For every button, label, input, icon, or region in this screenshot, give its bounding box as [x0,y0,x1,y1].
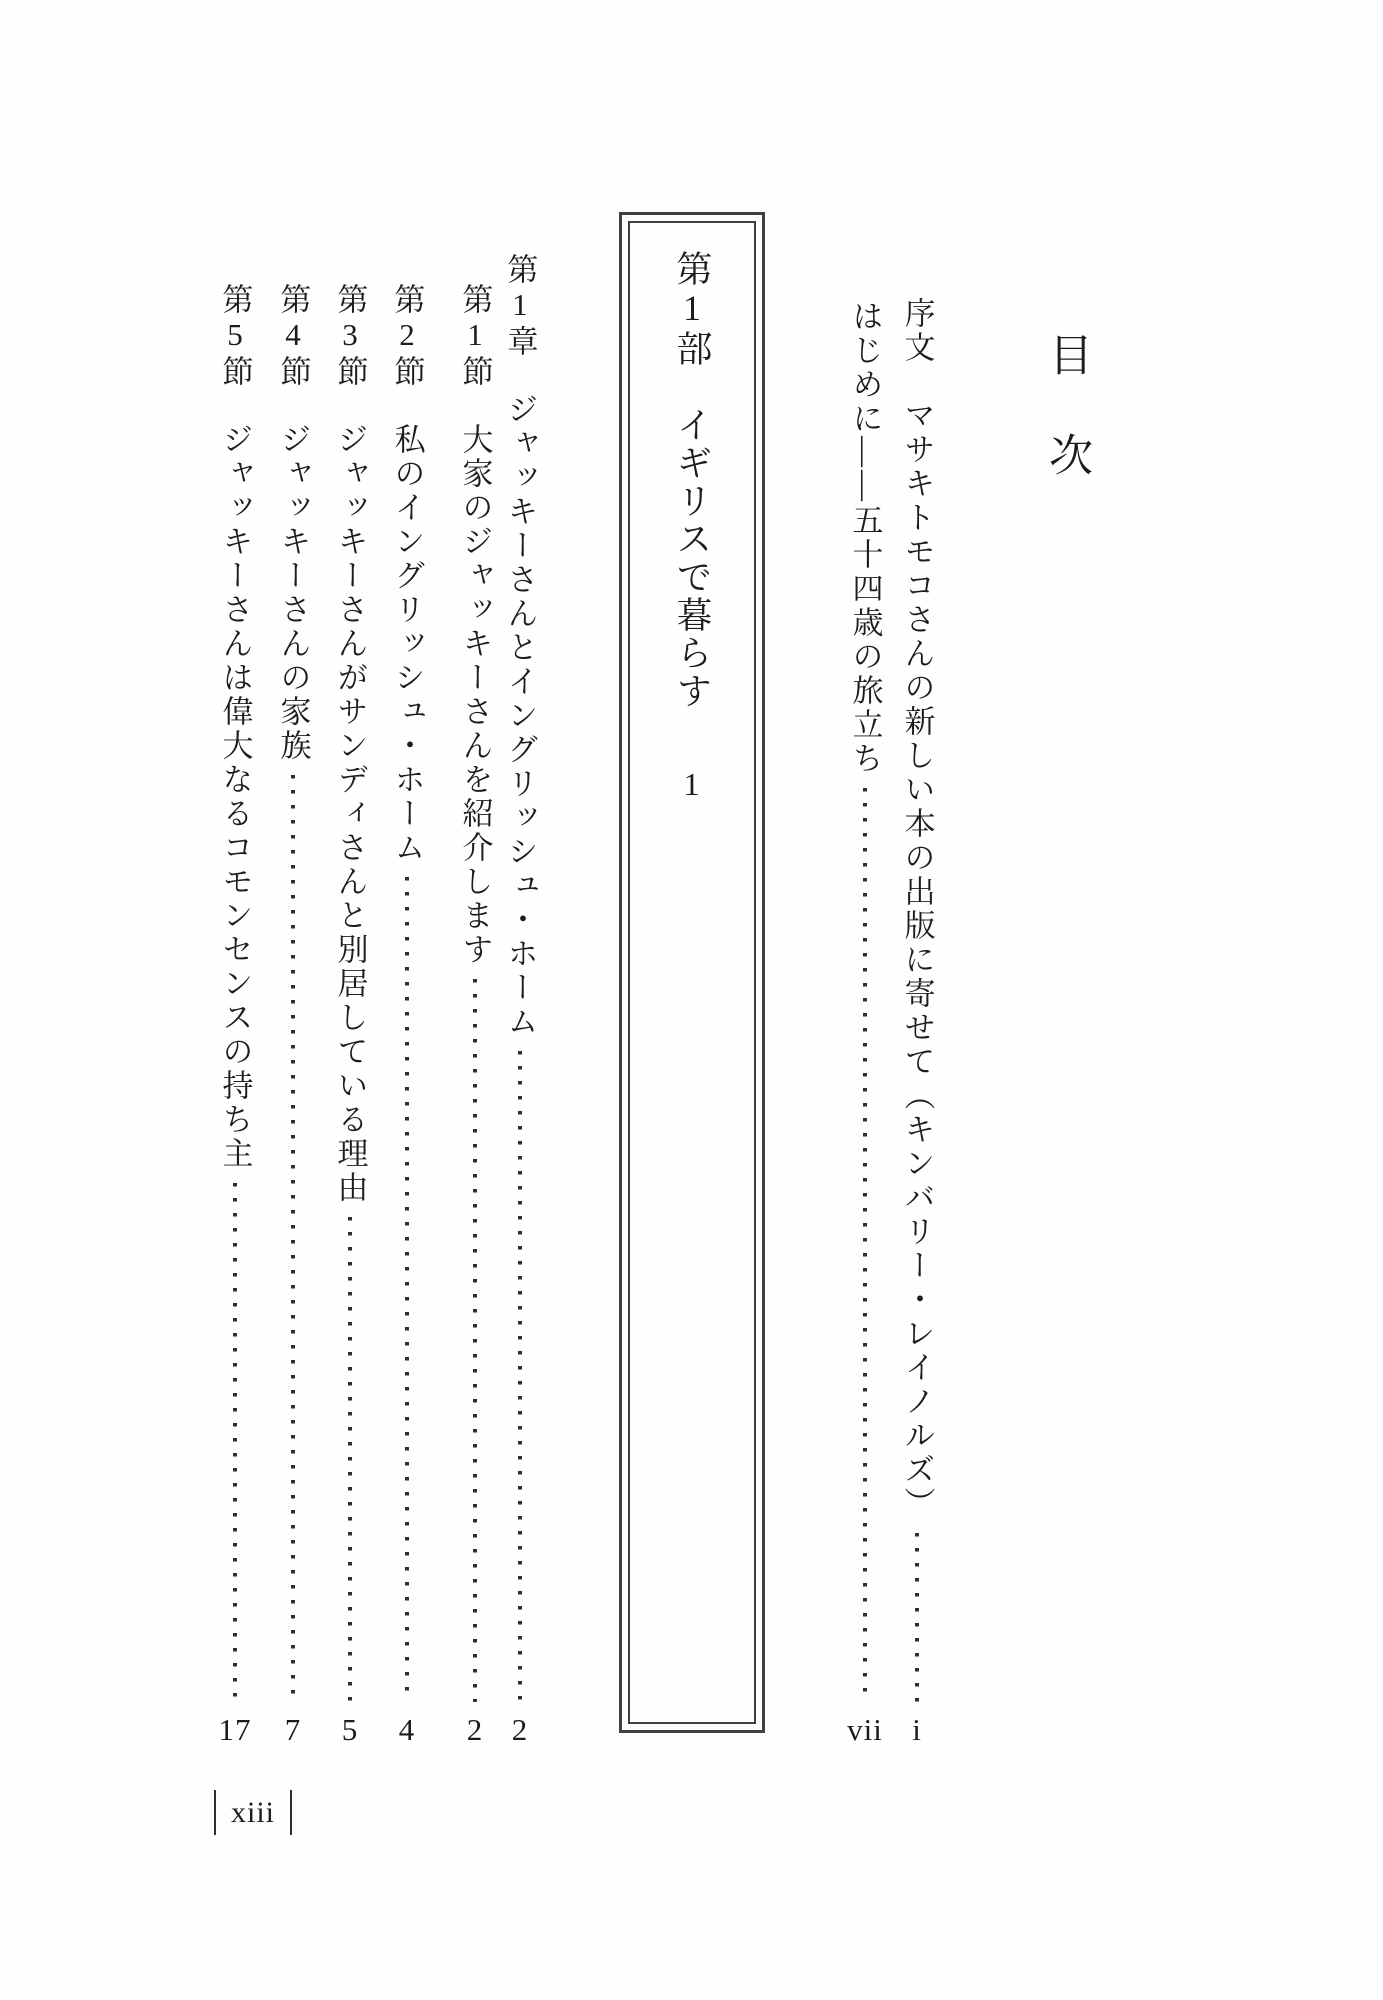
page-number: 5 [341,1712,359,1747]
part-box [619,212,765,1733]
toc-entry-section-5 [212,283,258,1745]
dot-leader [863,788,867,1702]
page-number: i [912,1712,922,1747]
page-number: 2 [466,1712,484,1747]
dot-leader [518,1051,522,1702]
toc-entry-section-3 [327,283,373,1745]
entry-label: はじめに [847,300,883,436]
entry-title: ジャッキーさんとイングリッシュ・ホーム [502,359,538,1039]
toc-entry-introduction [842,300,888,1745]
entry-title: ジャッキーさんがサンディさんと別居している理由 [332,389,368,1205]
part-entry [674,250,710,800]
page-number: 7 [284,1712,302,1747]
entry-title: 大家のジャッキーさんを紹介します [457,389,493,967]
folio-page-number: xiii [214,1790,292,1835]
entry-title: マサキトモコさんの新しい本の出版に寄せて（キンバリー・レイノルズ） [899,365,935,1521]
toc-entry-section-1 [452,283,498,1745]
entry-label: 序文 [899,297,935,365]
entry-title: ジャッキーさんの家族 [275,389,311,763]
toc-entry-section-2 [384,283,430,1745]
dot-leader [233,1183,237,1702]
page-number: vii [847,1712,883,1747]
contents-title: 目 次 [1042,332,1091,482]
toc-entry-chapter-1 [497,253,543,1745]
entry-label: 第2節 [389,283,425,389]
part-title: イギリスで暮らす [672,368,712,710]
entry-title: ジャッキーさんは偉大なるコモンセンスの持ち主 [217,389,253,1171]
part-label: 第1部 [672,250,712,368]
dot-leader [915,1533,919,1702]
toc-entry-preface [894,297,940,1745]
entry-label: 第1章 [502,253,538,359]
dot-leader [291,775,295,1702]
dot-leader [473,979,477,1702]
part-page-number: 1 [683,766,701,802]
entry-title: 私のイングリッシュ・ホーム [389,389,425,865]
entry-title: ——五十四歳の旅立ち [847,436,883,776]
dot-leader [405,877,409,1702]
toc-entry-section-4 [270,283,316,1745]
entry-label: 第5節 [217,283,253,389]
page-number: 17 [218,1712,252,1747]
page-number: 4 [398,1712,416,1747]
dot-leader [348,1217,352,1702]
entry-label: 第3節 [332,283,368,389]
entry-label: 第1節 [457,283,493,389]
page-number: 2 [511,1712,529,1747]
entry-label: 第4節 [275,283,311,389]
part-box-inner-border [628,221,756,1724]
